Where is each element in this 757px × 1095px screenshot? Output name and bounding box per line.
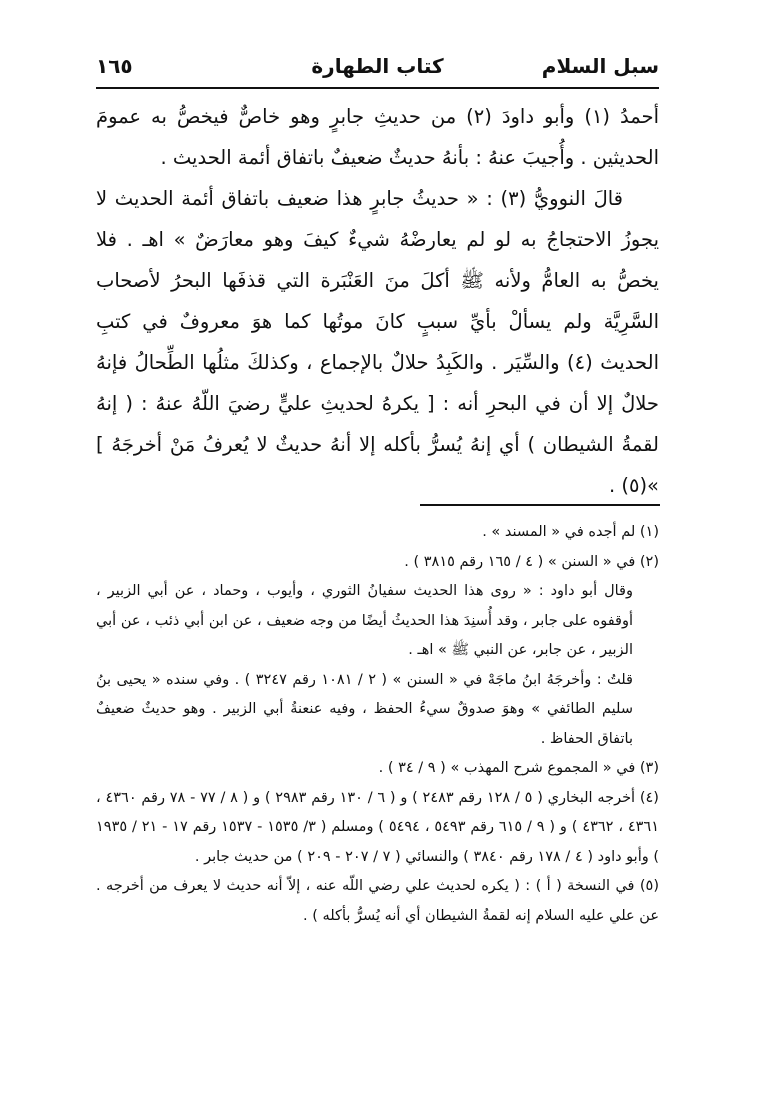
footnotes bbox=[96, 518, 659, 931]
header-rule bbox=[96, 87, 659, 89]
footnote-2-quote: وقال أبو داود : « روى هذا الحديث سفيانُ الثوري ، وأيوب ، وحماد ، عن أبي الزبير ، أوقفوه على جابر ، وقد أُسنِدَ هذا الحديثُ أيضًا من وجه ضعيف ، عن ابن أبي ذئب ، عن أبي الزبير ، عن جابر، عن النبي ﷺ » اهـ . bbox=[96, 583, 633, 658]
chapter-title: كتاب الطهارة bbox=[311, 54, 444, 78]
footnote-1: (١) لم أجده في « المسند » . bbox=[482, 524, 659, 540]
footnote-5: (٥) في النسخة ( أ ) : ( يكره لحديث علي رضي اللّه عنه ، إلاّ أنه حديث لا يعرف من أخرجه . عن علي عليه السلام إنه لقمةُ الشيطان أي أنه يُسرُّ بأكله ) . bbox=[96, 878, 659, 924]
paragraph: قالَ النوويُّ (٣) : « حديثُ جابرٍ هذا ضعيف باتفاق أئمة الحديث لا يجوزُ الاحتجاجُ به لو لم يعارضْهُ شيءٌ كيفَ وهو معارَضٌ » اهـ . فلا يخصُّ به العامُّ ولأنه ﷺ أكلَ منَ العَنْبَرة التي قذفَها البحرُ لأصحاب السَّرِيَّة ولم يسألْ بأيِّ سببٍ كانَ موتُها كما هوَ معروفٌ في كتبِ الحديث (٤) والسِّيَر . والكَبِدُ حلالٌ بالإجماع ، وكذلكَ مثلُها الطِّحالُ فإنهُ حلالٌ إلا أن في البحرِ أنه : [ يكرهُ لحديثِ عليٍّ رضيَ اللّهُ عنهُ : ( إنهُ لقمةُ الشيطان ) أي إنهُ يُسرُّ بأكله إلا أنهُ حديثٌ لا يُعرفُ مَنْ أخرجَهُ ] »(٥) . bbox=[96, 187, 659, 497]
footnote-2-heading: (٢) في « السنن » ( ٤ / ١٦٥ رقم ٣٨١٥ ) . bbox=[404, 553, 659, 570]
main-text bbox=[96, 96, 659, 506]
footnote-4: (٤) أخرجه البخاري ( ٥ / ١٢٨ رقم ٢٤٨٣ ) و ( ٦ / ١٣٠ رقم ٢٩٨٣ ) و ( ٨ / ٧٧ - ٧٨ رقم ٤٣٦٠ ، ٤٣٦١ ، ٤٣٦٢ ) و ( ٩ / ٦١٥ رقم ٥٤٩٣ ، ٥٤٩٤ ) ومسلم ( ٣/ ١٥٣٥ - ١٥٣٧ رقم ١٧ - ٢١ / ١٩٣٥ ) وأبو داود ( ٤ / ١٧٨ رقم ٣٨٤٠ ) والنسائي ( ٧ / ٢٠٧ - ٢٠٩ ) من حديث جابر . bbox=[96, 789, 660, 865]
running-header bbox=[96, 50, 659, 90]
footnote-2-note: قلتُ : وأخرجَهُ ابنُ ماجَهْ في « السنن » ( ٢ / ١٠٨١ رقم ٣٢٤٧ ) . وفي سنده « يحيى بنُ سليم الطائفي » وهوَ صدوقٌ سيءُ الحفظ ، وفيه عنعنةُ أبي الزبير . وهو حديثٌ ضعيفٌ باتفاق الحفاظ . bbox=[96, 671, 633, 747]
footnote-3: (٣) في « المجموع شرح المهذب » ( ٩ / ٣٤ ) . bbox=[378, 760, 659, 776]
page-number: ١٦٥ bbox=[96, 54, 133, 78]
paragraph: أحمدُ (١) وأبو داودَ (٢) من حديثِ جابرٍ وهو خاصٌّ فيخصُّ به عمومَ الحديثين . وأُجيبَ عنهُ : بأنهُ حديثٌ ضعيفٌ باتفاق أئمة الحديث . bbox=[96, 105, 659, 169]
book-title: سبل السلام bbox=[541, 54, 659, 78]
footnote-separator bbox=[420, 504, 660, 506]
